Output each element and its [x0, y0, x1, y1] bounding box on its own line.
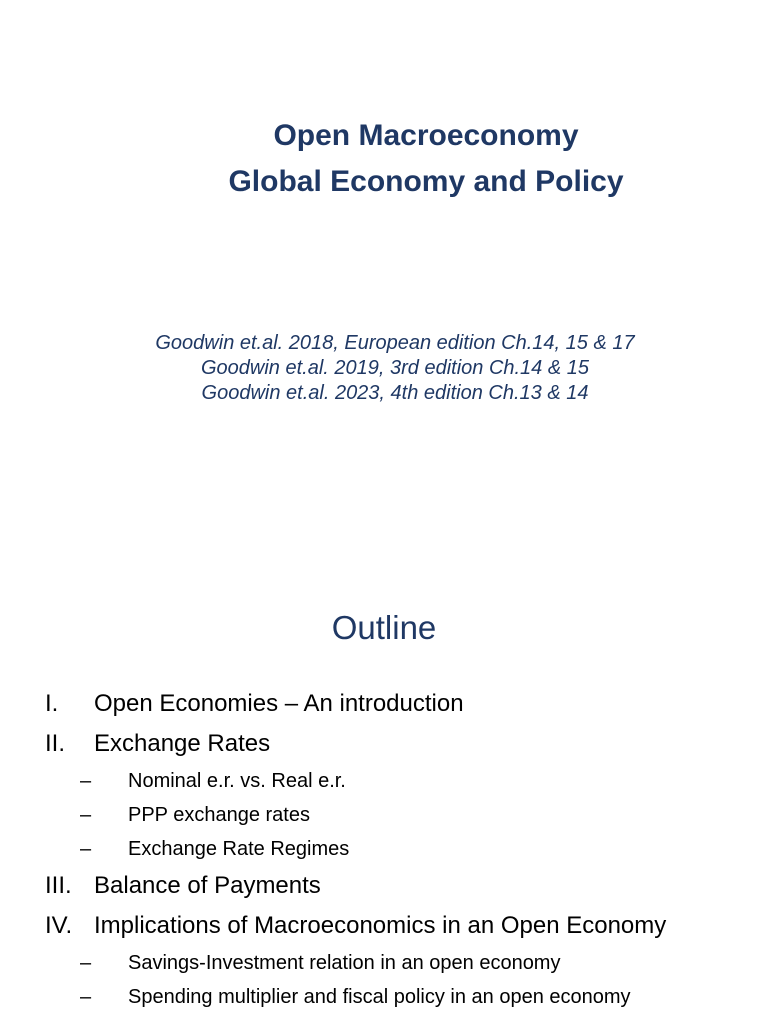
outline-subitem — [0, 832, 768, 866]
outline-item — [0, 724, 768, 764]
title-line-2: Global Economy and Policy — [228, 165, 624, 198]
outline-subitem — [0, 798, 768, 832]
outline-subitem — [0, 980, 768, 1014]
item-number: I. — [45, 690, 59, 717]
subitem-text: Savings-Investment relation in an open economy — [128, 952, 561, 974]
item-text: Exchange Rates — [94, 730, 271, 757]
dash-bullet: – — [80, 770, 92, 792]
subitem-text: Exchange Rate Regimes — [128, 838, 350, 860]
item-number: II. — [45, 730, 66, 757]
outline-item — [0, 866, 768, 906]
subitem-text: PPP exchange rates — [128, 804, 310, 826]
reference-line: Goodwin et.al. 2018, European edition Ch.14, 15 & 17 — [155, 332, 635, 354]
item-number: III. — [45, 872, 72, 899]
dash-bullet: – — [80, 986, 92, 1008]
outline-subitem — [0, 946, 768, 980]
reference-line: Goodwin et.al. 2019, 3rd edition Ch.14 & 15 — [200, 357, 590, 379]
item-number: IV. — [45, 912, 73, 939]
outline-item — [0, 684, 768, 724]
item-text: Balance of Payments — [94, 872, 321, 899]
outline-subitem — [0, 764, 768, 798]
dash-bullet: – — [80, 838, 92, 860]
dash-bullet: – — [80, 952, 92, 974]
slide-title — [0, 113, 768, 205]
outline-list — [0, 684, 768, 1014]
subitem-text: Nominal e.r. vs. Real e.r. — [128, 770, 346, 792]
title-line-1: Open Macroeconomy — [273, 119, 579, 152]
outline-item — [0, 906, 768, 946]
item-text: Open Economies – An introduction — [94, 690, 464, 717]
references — [0, 331, 768, 406]
dash-bullet: – — [80, 804, 92, 826]
subitem-text: Spending multiplier and fiscal policy in an open economy — [128, 986, 631, 1008]
outline-title: Outline — [331, 609, 437, 646]
reference-line: Goodwin et.al. 2023, 4th edition Ch.13 & 14 — [201, 382, 589, 404]
item-text: Implications of Macroeconomics in an Open Economy — [94, 912, 667, 939]
